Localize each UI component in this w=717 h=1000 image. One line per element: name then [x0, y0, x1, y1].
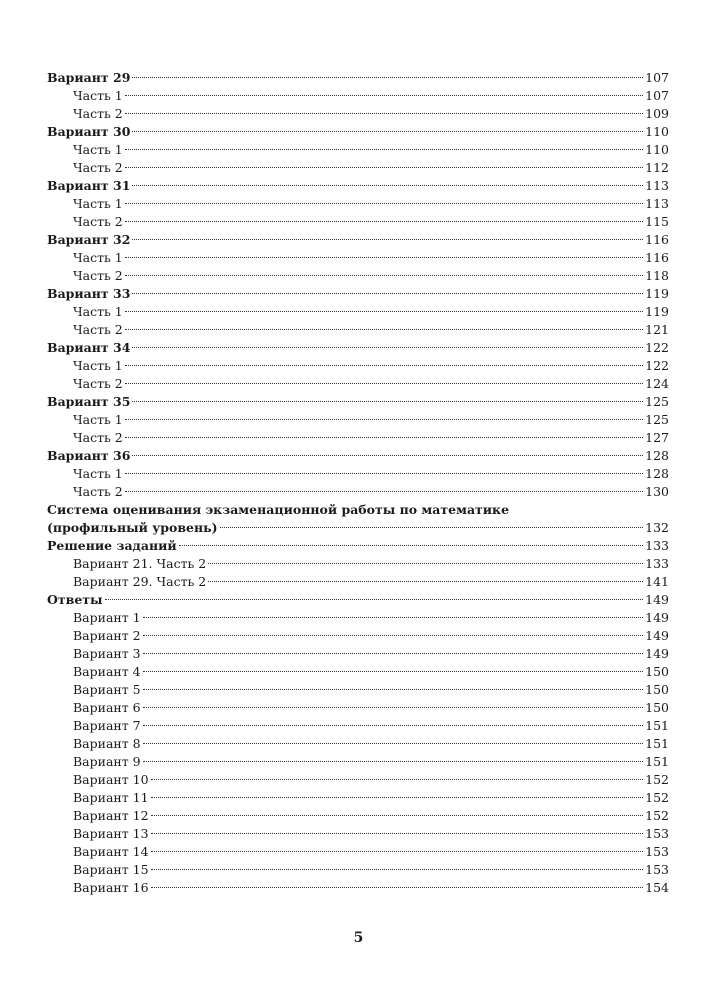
- toc-entry-label: Ответы: [47, 592, 103, 607]
- toc-sub-entry[interactable]: [47, 87, 669, 105]
- toc-dot-leader: [125, 491, 643, 492]
- toc-sub-entry[interactable]: [47, 555, 669, 573]
- toc-sub-entry[interactable]: [47, 717, 669, 735]
- toc-dot-leader: [151, 869, 644, 870]
- toc-dot-leader: [143, 707, 644, 708]
- toc-heading-entry[interactable]: [47, 177, 669, 195]
- toc-entry-label: Часть 2: [73, 430, 123, 445]
- toc-dot-leader: [151, 833, 644, 834]
- toc-entry-page-number: 152: [645, 790, 669, 805]
- table-of-contents: [47, 69, 669, 897]
- toc-sub-entry[interactable]: [47, 195, 669, 213]
- toc-entry-label: Вариант 14: [73, 844, 149, 859]
- toc-entry-page-number: 130: [645, 484, 669, 499]
- toc-dot-leader: [132, 77, 643, 78]
- toc-entry-label: Часть 1: [73, 196, 123, 211]
- toc-dot-leader: [125, 365, 643, 366]
- toc-sub-entry[interactable]: [47, 735, 669, 753]
- toc-entry-label: Вариант 31: [47, 178, 131, 193]
- toc-entry-page-number: 107: [645, 70, 669, 85]
- toc-entry-page-number: 133: [645, 556, 669, 571]
- toc-entry-label: Часть 2: [73, 376, 123, 391]
- toc-heading-entry[interactable]: [47, 519, 669, 537]
- toc-dot-leader: [220, 527, 644, 528]
- toc-dot-leader: [179, 545, 643, 546]
- toc-entry-page-number: 124: [645, 376, 669, 391]
- toc-entry-page-number: 128: [645, 466, 669, 481]
- toc-entry-label: Часть 1: [73, 412, 123, 427]
- toc-entry-label: Часть 1: [73, 304, 123, 319]
- toc-entry-label: Вариант 15: [73, 862, 149, 877]
- toc-heading-entry[interactable]: [47, 123, 669, 141]
- toc-entry-label: Вариант 3: [73, 646, 141, 661]
- toc-sub-entry[interactable]: [47, 465, 669, 483]
- toc-entry-label: Вариант 8: [73, 736, 141, 751]
- toc-entry-page-number: 113: [645, 178, 669, 193]
- toc-sub-entry[interactable]: [47, 483, 669, 501]
- toc-heading-line: Система оценивания экзаменационной работы по математике: [47, 502, 510, 517]
- toc-entry-label: Часть 1: [73, 466, 123, 481]
- toc-dot-leader: [125, 473, 643, 474]
- toc-dot-leader: [125, 383, 643, 384]
- toc-dot-leader: [208, 563, 643, 564]
- toc-dot-leader: [143, 671, 644, 672]
- toc-entry-page-number: 107: [645, 88, 669, 103]
- toc-dot-leader: [125, 275, 643, 276]
- toc-dot-leader: [143, 635, 644, 636]
- toc-sub-entry[interactable]: [47, 249, 669, 267]
- toc-sub-entry[interactable]: [47, 789, 669, 807]
- toc-entry-page-number: 115: [645, 214, 669, 229]
- toc-entry-page-number: 119: [645, 304, 669, 319]
- toc-sub-entry[interactable]: [47, 357, 669, 375]
- toc-entry-label: Часть 1: [73, 250, 123, 265]
- toc-entry-label: Вариант 30: [47, 124, 131, 139]
- toc-dot-leader: [151, 815, 644, 816]
- toc-entry-page-number: 128: [645, 448, 669, 463]
- toc-entry-page-number: 149: [645, 610, 669, 625]
- toc-entry-label: Вариант 21. Часть 2: [73, 556, 207, 571]
- toc-dot-leader: [132, 131, 643, 132]
- toc-sub-entry[interactable]: [47, 303, 669, 321]
- toc-dot-leader: [125, 221, 643, 222]
- toc-sub-entry[interactable]: [47, 825, 669, 843]
- toc-entry-label: Часть 2: [73, 322, 123, 337]
- toc-entry-page-number: 119: [645, 286, 669, 301]
- toc-dot-leader: [125, 95, 643, 96]
- toc-dot-leader: [143, 653, 644, 654]
- toc-entry-label: (профильный уровень): [47, 520, 218, 535]
- toc-entry-page-number: 151: [645, 718, 669, 733]
- toc-heading-entry[interactable]: [47, 339, 669, 357]
- toc-entry-label: Решение заданий: [47, 538, 177, 553]
- toc-entry-label: Часть 1: [73, 358, 123, 373]
- toc-entry-page-number: 122: [645, 358, 669, 373]
- toc-entry-page-number: 153: [645, 862, 669, 877]
- toc-entry-page-number: 125: [645, 412, 669, 427]
- toc-heading-entry[interactable]: [47, 537, 669, 555]
- toc-entry-page-number: 149: [645, 646, 669, 661]
- toc-dot-leader: [151, 797, 644, 798]
- toc-entry-page-number: 110: [645, 124, 669, 139]
- toc-entry-label: Вариант 29: [47, 70, 131, 85]
- toc-entry-label: Часть 2: [73, 268, 123, 283]
- toc-dot-leader: [151, 887, 644, 888]
- toc-entry-label: Вариант 36: [47, 448, 131, 463]
- toc-entry-page-number: 116: [645, 232, 669, 247]
- toc-entry-label: Вариант 29. Часть 2: [73, 574, 207, 589]
- toc-dot-leader: [125, 113, 643, 114]
- toc-entry-label: Вариант 11: [73, 790, 149, 805]
- toc-sub-entry[interactable]: [47, 879, 669, 897]
- toc-sub-entry[interactable]: [47, 861, 669, 879]
- toc-sub-entry[interactable]: [47, 411, 669, 429]
- toc-entry-label: Вариант 9: [73, 754, 141, 769]
- toc-entry-page-number: 133: [645, 538, 669, 553]
- toc-sub-entry[interactable]: [47, 375, 669, 393]
- toc-sub-entry[interactable]: [47, 627, 669, 645]
- toc-entry-label: Вариант 7: [73, 718, 141, 733]
- toc-heading-entry[interactable]: [47, 447, 669, 465]
- toc-entry-page-number: 149: [645, 628, 669, 643]
- toc-entry-page-number: 152: [645, 808, 669, 823]
- toc-dot-leader: [125, 167, 643, 168]
- toc-entry-page-number: 154: [645, 880, 669, 895]
- toc-entry-page-number: 151: [645, 736, 669, 751]
- toc-dot-leader: [125, 419, 643, 420]
- toc-entry-label: Вариант 35: [47, 394, 131, 409]
- toc-heading-entry[interactable]: [47, 393, 669, 411]
- toc-entry-page-number: 153: [645, 826, 669, 841]
- toc-entry-label: Вариант 13: [73, 826, 149, 841]
- toc-sub-entry[interactable]: [47, 213, 669, 231]
- toc-sub-entry[interactable]: [47, 699, 669, 717]
- toc-dot-leader: [105, 599, 644, 600]
- toc-entry-label: Вариант 10: [73, 772, 149, 787]
- toc-entry-page-number: 112: [645, 160, 669, 175]
- toc-sub-entry[interactable]: [47, 807, 669, 825]
- toc-heading-entry[interactable]: [47, 69, 669, 87]
- toc-dot-leader: [132, 239, 643, 240]
- toc-dot-leader: [143, 743, 644, 744]
- toc-dot-leader: [143, 725, 644, 726]
- toc-entry-label: Вариант 33: [47, 286, 131, 301]
- toc-entry-page-number: 110: [645, 142, 669, 157]
- toc-sub-entry[interactable]: [47, 267, 669, 285]
- toc-entry-page-number: 118: [645, 268, 669, 283]
- toc-entry-label: Вариант 12: [73, 808, 149, 823]
- toc-sub-entry[interactable]: [47, 771, 669, 789]
- toc-dot-leader: [125, 149, 643, 150]
- toc-entry-label: Вариант 5: [73, 682, 141, 697]
- toc-entry-page-number: 150: [645, 700, 669, 715]
- toc-dot-leader: [143, 617, 644, 618]
- toc-entry-page-number: 109: [645, 106, 669, 121]
- toc-entry-label: Вариант 1: [73, 610, 141, 625]
- toc-entry-page-number: 121: [645, 322, 669, 337]
- toc-entry-page-number: 149: [645, 592, 669, 607]
- toc-dot-leader: [132, 347, 643, 348]
- toc-dot-leader: [151, 779, 644, 780]
- toc-entry-page-number: 125: [645, 394, 669, 409]
- toc-entry-label: Вариант 4: [73, 664, 141, 679]
- toc-sub-entry[interactable]: [47, 141, 669, 159]
- toc-entry-page-number: 150: [645, 664, 669, 679]
- toc-entry-page-number: 127: [645, 430, 669, 445]
- page-number: 5: [353, 930, 364, 946]
- toc-entry-label: Часть 2: [73, 484, 123, 499]
- toc-dot-leader: [125, 311, 643, 312]
- toc-entry-page-number: 113: [645, 196, 669, 211]
- toc-dot-leader: [208, 581, 643, 582]
- toc-dot-leader: [132, 185, 643, 186]
- toc-entry-page-number: 151: [645, 754, 669, 769]
- toc-entry-label: Вариант 34: [47, 340, 131, 355]
- toc-heading-entry[interactable]: [47, 285, 669, 303]
- toc-sub-entry[interactable]: [47, 105, 669, 123]
- toc-sub-entry[interactable]: [47, 753, 669, 771]
- toc-sub-entry[interactable]: [47, 681, 669, 699]
- toc-entry-label: Часть 1: [73, 88, 123, 103]
- toc-dot-leader: [132, 455, 643, 456]
- toc-sub-entry[interactable]: [47, 321, 669, 339]
- toc-heading-entry[interactable]: [47, 591, 669, 609]
- toc-sub-entry[interactable]: [47, 663, 669, 681]
- toc-entry-page-number: 116: [645, 250, 669, 265]
- toc-sub-entry[interactable]: [47, 429, 669, 447]
- toc-entry-page-number: 132: [645, 520, 669, 535]
- toc-sub-entry[interactable]: [47, 573, 669, 591]
- toc-heading-entry[interactable]: [47, 231, 669, 249]
- toc-entry-page-number: 141: [645, 574, 669, 589]
- toc-sub-entry[interactable]: [47, 609, 669, 627]
- toc-entry-label: Вариант 16: [73, 880, 149, 895]
- toc-dot-leader: [125, 329, 643, 330]
- toc-entry-label: Часть 2: [73, 214, 123, 229]
- toc-entry-label: Часть 2: [73, 106, 123, 121]
- toc-entry-page-number: 152: [645, 772, 669, 787]
- toc-dot-leader: [143, 761, 644, 762]
- toc-entry-label: Часть 2: [73, 160, 123, 175]
- toc-entry-label: Вариант 32: [47, 232, 131, 247]
- toc-dot-leader: [125, 203, 643, 204]
- toc-entry-label: Часть 1: [73, 142, 123, 157]
- toc-dot-leader: [151, 851, 644, 852]
- toc-dot-leader: [132, 293, 643, 294]
- toc-sub-entry[interactable]: [47, 843, 669, 861]
- toc-entry-page-number: 153: [645, 844, 669, 859]
- toc-dot-leader: [132, 401, 643, 402]
- toc-entry-page-number: 150: [645, 682, 669, 697]
- toc-dot-leader: [125, 257, 643, 258]
- toc-entry-page-number: 122: [645, 340, 669, 355]
- toc-sub-entry[interactable]: [47, 645, 669, 663]
- toc-entry-label: Вариант 6: [73, 700, 141, 715]
- toc-dot-leader: [125, 437, 643, 438]
- toc-dot-leader: [143, 689, 644, 690]
- toc-entry-label: Вариант 2: [73, 628, 141, 643]
- toc-sub-entry[interactable]: [47, 159, 669, 177]
